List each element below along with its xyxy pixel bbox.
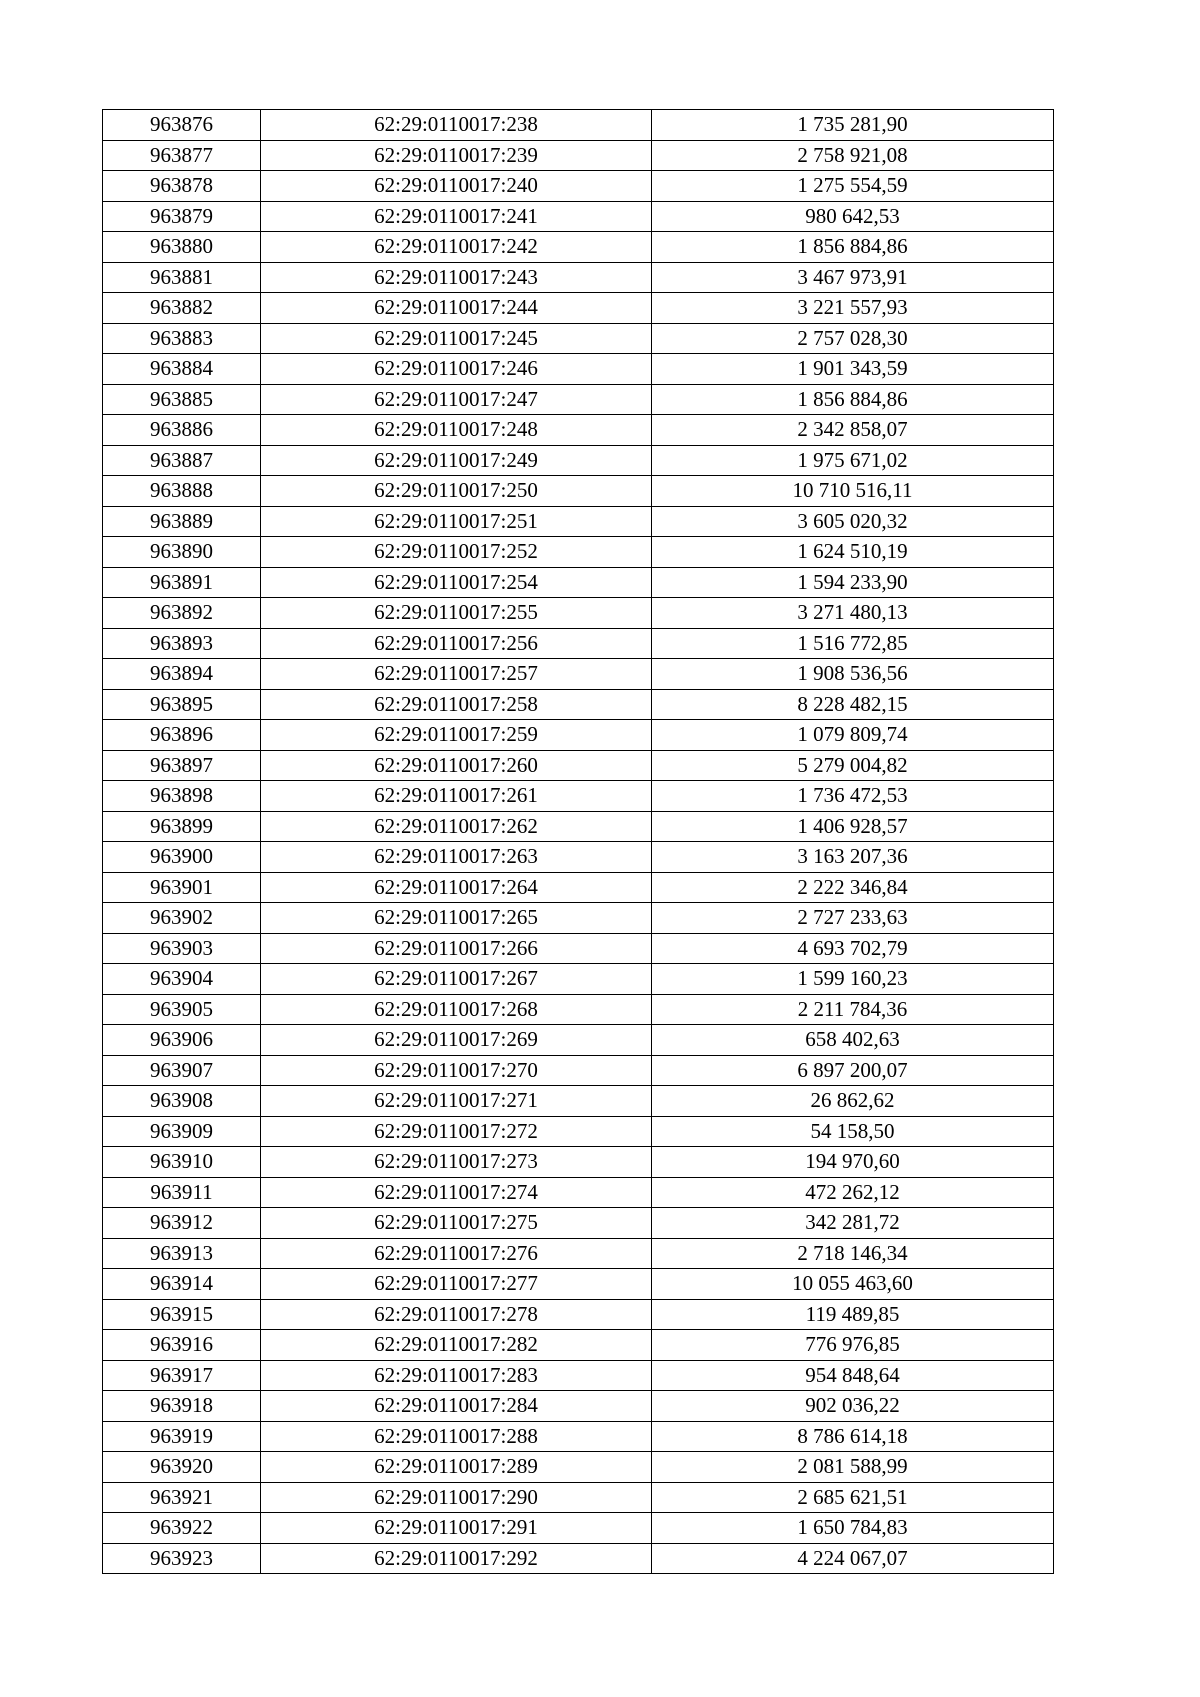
cadastral-value-cell: 776 976,85 xyxy=(652,1330,1054,1361)
cadastral-number-cell: 62:29:0110017:272 xyxy=(261,1116,652,1147)
table-row xyxy=(103,1543,1054,1574)
cadastral-value-cell: 472 262,12 xyxy=(652,1177,1054,1208)
row-number-cell: 963923 xyxy=(103,1543,261,1574)
table-row xyxy=(103,1208,1054,1239)
row-number-cell: 963894 xyxy=(103,659,261,690)
cadastral-number-cell: 62:29:0110017:259 xyxy=(261,720,652,751)
cadastral-number-cell: 62:29:0110017:255 xyxy=(261,598,652,629)
cadastral-value-cell: 2 342 858,07 xyxy=(652,415,1054,446)
cadastral-number-cell: 62:29:0110017:289 xyxy=(261,1452,652,1483)
row-number-cell: 963885 xyxy=(103,384,261,415)
cadastral-value-cell: 1 908 536,56 xyxy=(652,659,1054,690)
table-row xyxy=(103,659,1054,690)
row-number-cell: 963891 xyxy=(103,567,261,598)
cadastral-value-cell: 980 642,53 xyxy=(652,201,1054,232)
table-row xyxy=(103,1086,1054,1117)
row-number-cell: 963895 xyxy=(103,689,261,720)
table-row xyxy=(103,567,1054,598)
cadastral-value-cell: 3 467 973,91 xyxy=(652,262,1054,293)
table-row xyxy=(103,293,1054,324)
cadastral-number-cell: 62:29:0110017:241 xyxy=(261,201,652,232)
row-number-cell: 963893 xyxy=(103,628,261,659)
cadastral-value-cell: 26 862,62 xyxy=(652,1086,1054,1117)
cadastral-value-cell: 4 224 067,07 xyxy=(652,1543,1054,1574)
cadastral-number-cell: 62:29:0110017:273 xyxy=(261,1147,652,1178)
cadastral-value-cell: 2 757 028,30 xyxy=(652,323,1054,354)
row-number-cell: 963905 xyxy=(103,994,261,1025)
cadastral-number-cell: 62:29:0110017:251 xyxy=(261,506,652,537)
row-number-cell: 963888 xyxy=(103,476,261,507)
row-number-cell: 963916 xyxy=(103,1330,261,1361)
row-number-cell: 963922 xyxy=(103,1513,261,1544)
row-number-cell: 963876 xyxy=(103,110,261,141)
cadastral-number-cell: 62:29:0110017:271 xyxy=(261,1086,652,1117)
table-row xyxy=(103,903,1054,934)
table-row xyxy=(103,842,1054,873)
table-row xyxy=(103,415,1054,446)
row-number-cell: 963904 xyxy=(103,964,261,995)
row-number-cell: 963887 xyxy=(103,445,261,476)
cadastral-number-cell: 62:29:0110017:261 xyxy=(261,781,652,812)
table-row xyxy=(103,598,1054,629)
cadastral-value-cell: 3 605 020,32 xyxy=(652,506,1054,537)
row-number-cell: 963914 xyxy=(103,1269,261,1300)
cadastral-value-cell: 3 221 557,93 xyxy=(652,293,1054,324)
row-number-cell: 963901 xyxy=(103,872,261,903)
cadastral-value-cell: 954 848,64 xyxy=(652,1360,1054,1391)
row-number-cell: 963902 xyxy=(103,903,261,934)
table-row xyxy=(103,1513,1054,1544)
table-row xyxy=(103,1147,1054,1178)
table-row xyxy=(103,994,1054,1025)
cadastral-number-cell: 62:29:0110017:283 xyxy=(261,1360,652,1391)
table-row xyxy=(103,1452,1054,1483)
cadastral-value-cell: 10 055 463,60 xyxy=(652,1269,1054,1300)
cadastral-value-cell: 1 599 160,23 xyxy=(652,964,1054,995)
row-number-cell: 963921 xyxy=(103,1482,261,1513)
table-row xyxy=(103,232,1054,263)
table-row xyxy=(103,1421,1054,1452)
row-number-cell: 963919 xyxy=(103,1421,261,1452)
cadastral-number-cell: 62:29:0110017:275 xyxy=(261,1208,652,1239)
cadastral-value-cell: 2 081 588,99 xyxy=(652,1452,1054,1483)
cadastral-value-cell: 3 163 207,36 xyxy=(652,842,1054,873)
row-number-cell: 963920 xyxy=(103,1452,261,1483)
cadastral-value-cell: 3 271 480,13 xyxy=(652,598,1054,629)
cadastral-number-cell: 62:29:0110017:274 xyxy=(261,1177,652,1208)
table-row xyxy=(103,1055,1054,1086)
cadastral-value-cell: 2 685 621,51 xyxy=(652,1482,1054,1513)
cadastral-number-cell: 62:29:0110017:249 xyxy=(261,445,652,476)
cadastral-value-cell: 1 406 928,57 xyxy=(652,811,1054,842)
table-row xyxy=(103,1177,1054,1208)
cadastral-value-cell: 1 624 510,19 xyxy=(652,537,1054,568)
cadastral-value-cell: 1 275 554,59 xyxy=(652,171,1054,202)
table-row xyxy=(103,781,1054,812)
table-row xyxy=(103,720,1054,751)
row-number-cell: 963900 xyxy=(103,842,261,873)
table-row xyxy=(103,140,1054,171)
cadastral-number-cell: 62:29:0110017:246 xyxy=(261,354,652,385)
cadastral-number-cell: 62:29:0110017:243 xyxy=(261,262,652,293)
cadastral-number-cell: 62:29:0110017:288 xyxy=(261,1421,652,1452)
table-row xyxy=(103,1116,1054,1147)
cadastral-value-cell: 1 736 472,53 xyxy=(652,781,1054,812)
cadastral-value-cell: 2 758 921,08 xyxy=(652,140,1054,171)
cadastral-number-cell: 62:29:0110017:254 xyxy=(261,567,652,598)
table-row xyxy=(103,506,1054,537)
cadastral-number-cell: 62:29:0110017:250 xyxy=(261,476,652,507)
row-number-cell: 963880 xyxy=(103,232,261,263)
cadastral-value-cell: 902 036,22 xyxy=(652,1391,1054,1422)
table-row xyxy=(103,872,1054,903)
cadastral-value-cell: 119 489,85 xyxy=(652,1299,1054,1330)
cadastral-value-cell: 2 727 233,63 xyxy=(652,903,1054,934)
row-number-cell: 963917 xyxy=(103,1360,261,1391)
table-row xyxy=(103,1238,1054,1269)
cadastral-number-cell: 62:29:0110017:265 xyxy=(261,903,652,934)
table-row xyxy=(103,201,1054,232)
row-number-cell: 963911 xyxy=(103,1177,261,1208)
table-row xyxy=(103,811,1054,842)
cadastral-number-cell: 62:29:0110017:264 xyxy=(261,872,652,903)
cadastral-value-cell: 10 710 516,11 xyxy=(652,476,1054,507)
cadastral-number-cell: 62:29:0110017:269 xyxy=(261,1025,652,1056)
row-number-cell: 963890 xyxy=(103,537,261,568)
cadastral-number-cell: 62:29:0110017:277 xyxy=(261,1269,652,1300)
cadastral-value-cell: 8 786 614,18 xyxy=(652,1421,1054,1452)
table-row xyxy=(103,110,1054,141)
table-row xyxy=(103,1299,1054,1330)
cadastral-number-cell: 62:29:0110017:248 xyxy=(261,415,652,446)
cadastral-value-cell: 2 222 346,84 xyxy=(652,872,1054,903)
cadastral-value-cell: 4 693 702,79 xyxy=(652,933,1054,964)
table-row xyxy=(103,476,1054,507)
row-number-cell: 963881 xyxy=(103,262,261,293)
row-number-cell: 963882 xyxy=(103,293,261,324)
cadastral-value-cell: 1 594 233,90 xyxy=(652,567,1054,598)
cadastral-value-cell: 2 211 784,36 xyxy=(652,994,1054,1025)
row-number-cell: 963913 xyxy=(103,1238,261,1269)
cadastral-number-cell: 62:29:0110017:260 xyxy=(261,750,652,781)
cadastral-number-cell: 62:29:0110017:247 xyxy=(261,384,652,415)
row-number-cell: 963884 xyxy=(103,354,261,385)
cadastral-number-cell: 62:29:0110017:263 xyxy=(261,842,652,873)
cadastral-number-cell: 62:29:0110017:276 xyxy=(261,1238,652,1269)
cadastral-number-cell: 62:29:0110017:270 xyxy=(261,1055,652,1086)
cadastral-value-cell: 54 158,50 xyxy=(652,1116,1054,1147)
row-number-cell: 963899 xyxy=(103,811,261,842)
row-number-cell: 963897 xyxy=(103,750,261,781)
table-row xyxy=(103,1360,1054,1391)
cadastral-number-cell: 62:29:0110017:256 xyxy=(261,628,652,659)
cadastral-number-cell: 62:29:0110017:239 xyxy=(261,140,652,171)
cadastral-number-cell: 62:29:0110017:257 xyxy=(261,659,652,690)
cadastral-value-cell: 2 718 146,34 xyxy=(652,1238,1054,1269)
cadastral-value-cell: 1 516 772,85 xyxy=(652,628,1054,659)
cadastral-number-cell: 62:29:0110017:262 xyxy=(261,811,652,842)
row-number-cell: 963906 xyxy=(103,1025,261,1056)
table-row xyxy=(103,1269,1054,1300)
row-number-cell: 963879 xyxy=(103,201,261,232)
cadastral-number-cell: 62:29:0110017:278 xyxy=(261,1299,652,1330)
table-row xyxy=(103,323,1054,354)
row-number-cell: 963889 xyxy=(103,506,261,537)
row-number-cell: 963915 xyxy=(103,1299,261,1330)
table-row xyxy=(103,689,1054,720)
table-row xyxy=(103,384,1054,415)
table-row xyxy=(103,628,1054,659)
table-body xyxy=(103,110,1054,1574)
cadastral-value-cell: 342 281,72 xyxy=(652,1208,1054,1239)
cadastral-value-cell: 1 735 281,90 xyxy=(652,110,1054,141)
cadastral-number-cell: 62:29:0110017:258 xyxy=(261,689,652,720)
cadastral-number-cell: 62:29:0110017:252 xyxy=(261,537,652,568)
table-row xyxy=(103,1025,1054,1056)
row-number-cell: 963909 xyxy=(103,1116,261,1147)
row-number-cell: 963910 xyxy=(103,1147,261,1178)
cadastral-value-cell: 1 856 884,86 xyxy=(652,232,1054,263)
row-number-cell: 963912 xyxy=(103,1208,261,1239)
cadastral-value-cell: 5 279 004,82 xyxy=(652,750,1054,781)
cadastral-value-cell: 6 897 200,07 xyxy=(652,1055,1054,1086)
table-row xyxy=(103,1391,1054,1422)
cadastral-number-cell: 62:29:0110017:267 xyxy=(261,964,652,995)
cadastral-value-table xyxy=(102,109,1054,1574)
row-number-cell: 963907 xyxy=(103,1055,261,1086)
table-row xyxy=(103,537,1054,568)
row-number-cell: 963896 xyxy=(103,720,261,751)
cadastral-number-cell: 62:29:0110017:284 xyxy=(261,1391,652,1422)
cadastral-value-cell: 658 402,63 xyxy=(652,1025,1054,1056)
cadastral-number-cell: 62:29:0110017:268 xyxy=(261,994,652,1025)
cadastral-number-cell: 62:29:0110017:244 xyxy=(261,293,652,324)
table-row xyxy=(103,964,1054,995)
cadastral-number-cell: 62:29:0110017:291 xyxy=(261,1513,652,1544)
cadastral-value-cell: 1 856 884,86 xyxy=(652,384,1054,415)
table-row xyxy=(103,1330,1054,1361)
cadastral-value-cell: 8 228 482,15 xyxy=(652,689,1054,720)
cadastral-value-cell: 1 079 809,74 xyxy=(652,720,1054,751)
cadastral-number-cell: 62:29:0110017:242 xyxy=(261,232,652,263)
table-row xyxy=(103,171,1054,202)
cadastral-number-cell: 62:29:0110017:266 xyxy=(261,933,652,964)
table-row xyxy=(103,354,1054,385)
row-number-cell: 963878 xyxy=(103,171,261,202)
table-row xyxy=(103,1482,1054,1513)
cadastral-value-cell: 1 901 343,59 xyxy=(652,354,1054,385)
table-row xyxy=(103,933,1054,964)
cadastral-number-cell: 62:29:0110017:240 xyxy=(261,171,652,202)
cadastral-number-cell: 62:29:0110017:238 xyxy=(261,110,652,141)
cadastral-value-cell: 1 975 671,02 xyxy=(652,445,1054,476)
row-number-cell: 963918 xyxy=(103,1391,261,1422)
row-number-cell: 963903 xyxy=(103,933,261,964)
cadastral-number-cell: 62:29:0110017:282 xyxy=(261,1330,652,1361)
row-number-cell: 963886 xyxy=(103,415,261,446)
cadastral-number-cell: 62:29:0110017:245 xyxy=(261,323,652,354)
row-number-cell: 963892 xyxy=(103,598,261,629)
row-number-cell: 963898 xyxy=(103,781,261,812)
cadastral-number-cell: 62:29:0110017:292 xyxy=(261,1543,652,1574)
table-row xyxy=(103,750,1054,781)
cadastral-value-cell: 194 970,60 xyxy=(652,1147,1054,1178)
table-row xyxy=(103,262,1054,293)
cadastral-number-cell: 62:29:0110017:290 xyxy=(261,1482,652,1513)
row-number-cell: 963877 xyxy=(103,140,261,171)
cadastral-value-cell: 1 650 784,83 xyxy=(652,1513,1054,1544)
row-number-cell: 963908 xyxy=(103,1086,261,1117)
row-number-cell: 963883 xyxy=(103,323,261,354)
table-row xyxy=(103,445,1054,476)
